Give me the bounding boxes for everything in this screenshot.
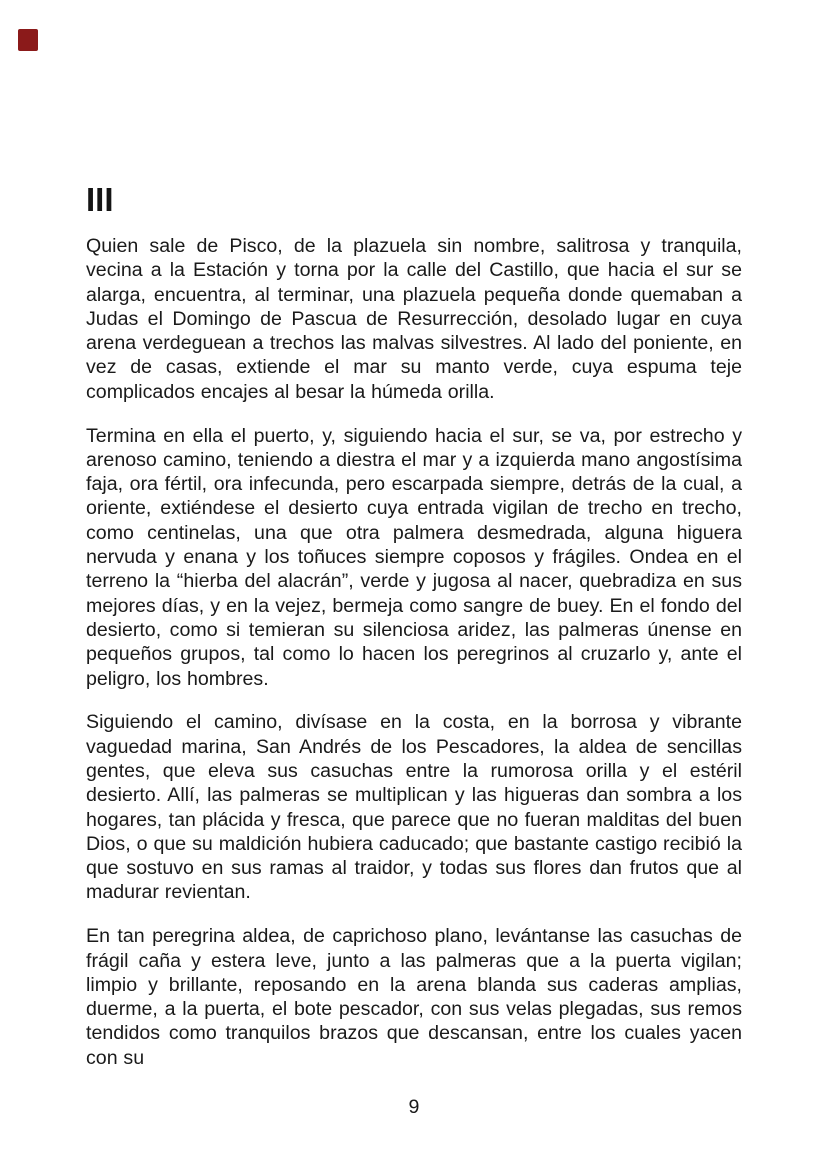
corner-marker [18,29,38,51]
body-paragraph: Quien sale de Pisco, de la plazuela sin nombre, salitrosa y tranquila, vecina a la Estación y torna por la calle del Castillo, que hacia el sur se alarga, encuentra, al terminar, una plazuela pequeña donde quemaban a Judas el Domingo de Pascua de Resurrección, desolado lugar en cuya arena verdeguean a trechos las malvas silvestres. Al lado del poniente, en vez de casas, extiende el mar su manto verde, cuya espuma teje complicados encajes al besar la húmeda orilla. [86,235,742,403]
body-paragraph: Termina en ella el puerto, y, siguiendo hacia el sur, se va, por estrecho y arenoso camino, teniendo a diestra el mar y a izquierda mano angostísima faja, ora fértil, ora infecunda, pero escarpada siempre, detrás de la cual, a oriente, extiéndese el desierto cuya entrada vigilan de trecho en trecho, como centinelas, una que otra palmera desmedrada, alguna higuera nervuda y enana y los toñuces siempre coposos y frágiles. Ondea en el terreno la “hierba del alacrán”, verde y jugosa al nacer, quebradiza en sus mejores días, y en la vejez, bermeja como sangre de buey. En el fondo del desierto, como si temieran su silenciosa aridez, las palmeras únense en pequeños grupos, tal como lo hacen los peregrinos al cruzarlo y, ante el peligro, los hombres. [86,424,742,690]
chapter-heading: III [86,181,114,218]
body-paragraph: Siguiendo el camino, divísase en la costa, en la borrosa y vibrante vaguedad marina, San Andrés de los Pescadores, la aldea de sencillas gentes, que eleva sus casuchas entre la rumorosa orilla y el estéril desierto. Allí, las palmeras se multiplican y las higueras dan sombra a los hogares, tan plácida y fresca, que parece que no fueran malditas del buen Dios, o que su maldición hubiera caducado; que bastante castigo recibió la que sostuvo en sus ramas al traidor, y todas sus flores dan frutos que al madurar revientan. [86,711,742,904]
page-content [86,183,742,1090]
page-number: 9 [408,1096,420,1118]
body-paragraph: En tan peregrina aldea, de caprichoso plano, levántanse las casuchas de frágil caña y estera leve, junto a las palmeras que a la puerta vigilan; limpio y brillante, reposando en la arena blanda sus caderas amplias, duerme, a la puerta, el bote pescador, con sus velas plegadas, sus remos tendidos como tranquilos brazos que descansan, entre los cuales yacen con su [86,925,742,1069]
